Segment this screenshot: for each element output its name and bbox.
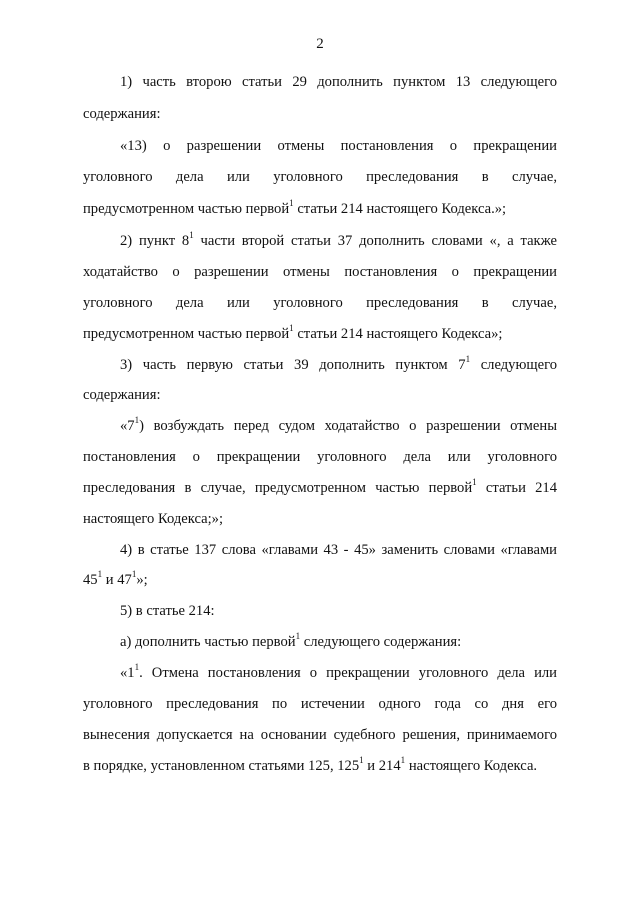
text: уголовного дела или уголовного преследования в случае, [83, 295, 557, 311]
superscript: 1 [189, 230, 194, 241]
text: »; [136, 572, 148, 588]
paragraph-9-line-4 [83, 756, 557, 776]
text: настоящего Кодекса. [408, 758, 538, 774]
text: . Отмена постановления о прекращении уголовного дела или [139, 665, 557, 681]
superscript: 1 [295, 631, 301, 642]
text: содержания: [83, 387, 161, 403]
text: настоящего Кодекса;»; [83, 511, 224, 527]
superscript: 1 [131, 569, 137, 580]
superscript: 1 [400, 755, 406, 766]
paragraph-3-line-1 [120, 231, 557, 251]
text: ходатайство о разрешении отмены постановления о прекращении [83, 264, 557, 280]
text: части второй статьи 37 дополнить словами «, а также [200, 233, 557, 249]
paragraph-6-line-1 [120, 540, 557, 560]
text: уголовного преследования по истечении одного года со дня его [83, 696, 557, 712]
text: следующего содержания: [303, 634, 462, 650]
superscript: 1 [359, 755, 364, 766]
paragraph-4-line-1 [120, 355, 557, 375]
paragraph-3-line-2 [83, 262, 557, 282]
text: 3) часть первую статьи 39 дополнить пунктом 7 [120, 357, 466, 373]
text: и 47 [105, 572, 132, 588]
text: статьи 214 настоящего Кодекса.»; [297, 201, 507, 217]
text: следующего [480, 357, 557, 373]
text: вынесения допускается на основании судебного решения, принимаемого [83, 727, 557, 743]
paragraph-1-line-1 [120, 72, 557, 92]
superscript: 1 [134, 415, 140, 426]
superscript: 1 [465, 354, 471, 365]
text: уголовного дела или уголовного преследования в случае, [83, 169, 557, 185]
paragraph-5-line-3 [83, 478, 557, 498]
superscript: 1 [289, 198, 294, 209]
paragraph-2-line-2 [83, 167, 557, 187]
paragraph-2-line-3 [83, 199, 557, 219]
paragraph-5-line-2 [83, 447, 557, 467]
superscript: 1 [97, 569, 103, 580]
paragraph-8-line-1 [120, 632, 557, 652]
text: предусмотренном частью первой [83, 201, 290, 217]
superscript: 1 [472, 477, 477, 488]
text: «1 [120, 665, 135, 681]
page-number: 2 [316, 36, 324, 52]
text: статьи 214 настоящего Кодекса»; [297, 326, 503, 342]
paragraph-9-line-1 [120, 663, 557, 683]
paragraph-9-line-3 [83, 725, 557, 745]
text: «13) о разрешении отмены постановления о прекращении [120, 138, 557, 154]
text: статьи 214 [485, 480, 558, 496]
text: ) возбуждать перед судом ходатайство о разрешении отмены [139, 418, 557, 434]
text: 5) в статье 214: [120, 603, 215, 619]
paragraph-3-line-3 [83, 293, 557, 313]
paragraph-9-line-2 [83, 694, 557, 714]
paragraph-4-line-2 [83, 385, 557, 405]
text: «7 [120, 418, 135, 434]
text: и 214 [367, 758, 401, 774]
text: а) дополнить частью первой [120, 634, 296, 650]
paragraph-5-line-4 [83, 509, 557, 529]
paragraph-1-line-2 [83, 104, 557, 124]
superscript: 1 [134, 662, 140, 673]
superscript: 1 [289, 323, 294, 334]
text: преследования в случае, предусмотренном частью первой [83, 480, 473, 496]
text: в порядке, установленном статьями 125, 125 [83, 758, 360, 774]
paragraph-7-line-1 [120, 601, 557, 621]
paragraph-6-line-2 [83, 570, 557, 590]
text: 1) часть второю статьи 29 дополнить пунктом 13 следующего [120, 74, 557, 90]
text: 45 [83, 572, 98, 588]
paragraph-5-line-1 [120, 416, 557, 436]
text: содержания: [83, 106, 161, 122]
text: 4) в статье 137 слова «главами 43 - 45» заменить словами «главами [120, 542, 557, 558]
text: постановления о прекращении уголовного дела или уголовного [83, 449, 557, 465]
text: 2) пункт 8 [120, 233, 190, 249]
paragraph-3-line-4 [83, 324, 557, 344]
text: предусмотренном частью первой [83, 326, 290, 342]
paragraph-2-line-1 [120, 136, 557, 156]
